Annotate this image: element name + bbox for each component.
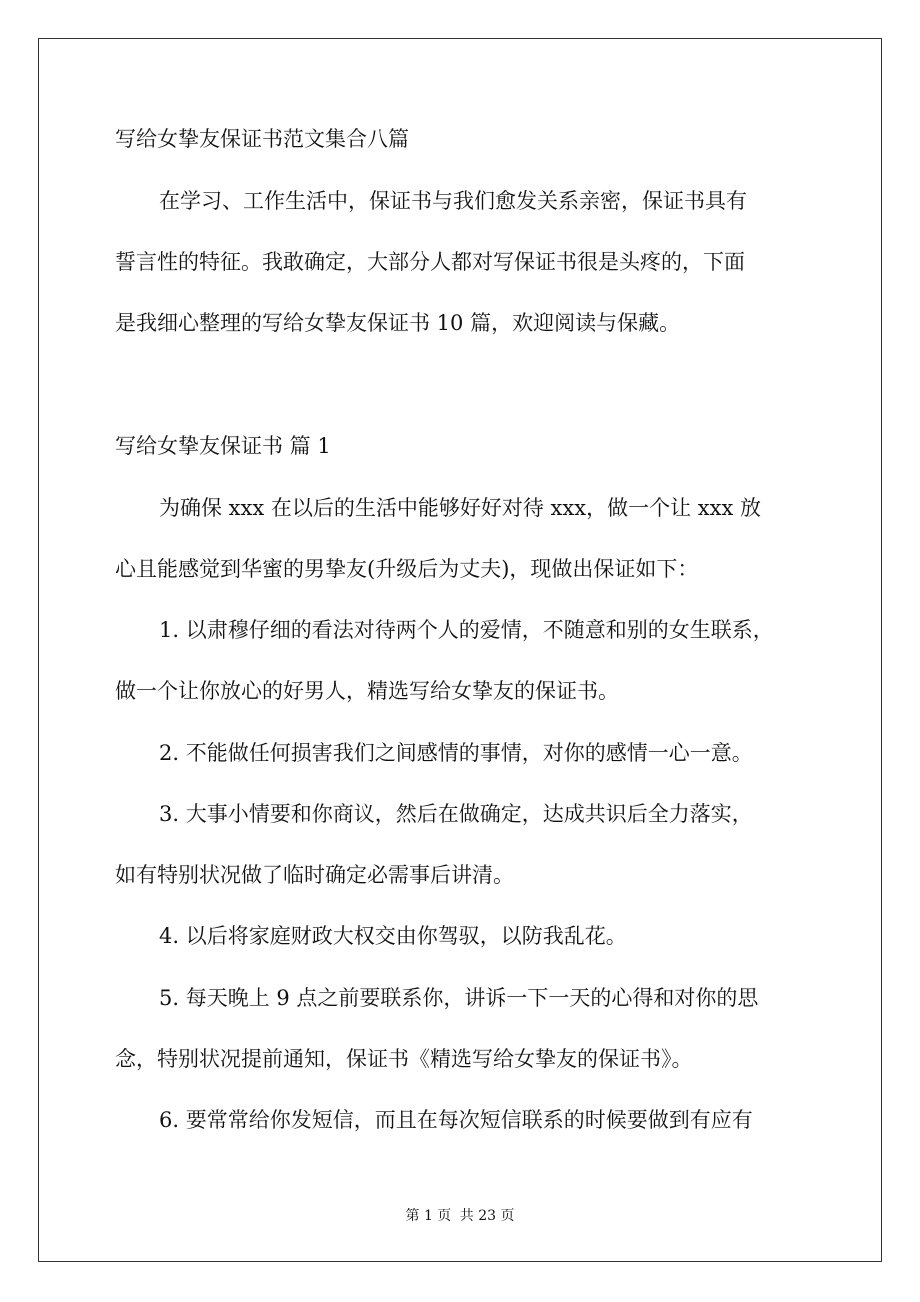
body-line-4: 做一个让你放心的好男人，精选写给女挚友的保证书。	[115, 679, 619, 703]
body-line-10: 念，特别状况提前通知，保证书《精选写给女挚友的保证书》。	[115, 1047, 693, 1071]
body-line-3: 1. 以肃穆仔细的看法对待两个人的爱情，不随意和别的女生联系，	[159, 618, 774, 642]
page-total: 共 23 页	[459, 1208, 515, 1224]
page-border	[38, 38, 882, 1262]
intro-line-1: 在学习、工作生活中，保证书与我们愈发关系亲密，保证书具有	[159, 189, 747, 213]
body-line-5: 2. 不能做任何损害我们之间感情的事情，对你的感情一心一意。	[159, 741, 753, 765]
body-line-7: 如有特别状况做了临时确定必需事后讲清。	[115, 863, 514, 887]
intro-line-3: 是我细心整理的写给女挚友保证书 10 篇，欢迎阅读与保藏。	[115, 311, 681, 335]
body-line-11: 6. 要常常给你发短信，而且在每次短信联系的时候要做到有应有	[159, 1108, 753, 1132]
page-number: 第 1 页	[405, 1208, 452, 1224]
body-line-1: 为确保 xxx 在以后的生活中能够好好对待 xxx，做一个让 xxx 放	[159, 496, 761, 520]
section-heading: 写给女挚友保证书 篇 1	[115, 434, 331, 458]
document-title: 写给女挚友保证书范文集合八篇	[115, 127, 409, 151]
page-footer	[0, 1206, 920, 1226]
body-line-9: 5. 每天晚上 9 点之前要联系你，讲诉一下一天的心得和对你的思	[159, 986, 759, 1010]
body-line-2: 心且能感觉到华蜜的男挚友(升级后为丈夫)，现做出保证如下：	[115, 557, 699, 581]
body-line-6: 3. 大事小情要和你商议，然后在做确定，达成共识后全力落实，	[159, 802, 753, 826]
intro-line-2: 誓言性的特征。我敢确定，大部分人都对写保证书很是头疼的，下面	[115, 250, 745, 274]
body-line-8: 4. 以后将家庭财政大权交由你驾驭，以防我乱花。	[159, 924, 627, 948]
